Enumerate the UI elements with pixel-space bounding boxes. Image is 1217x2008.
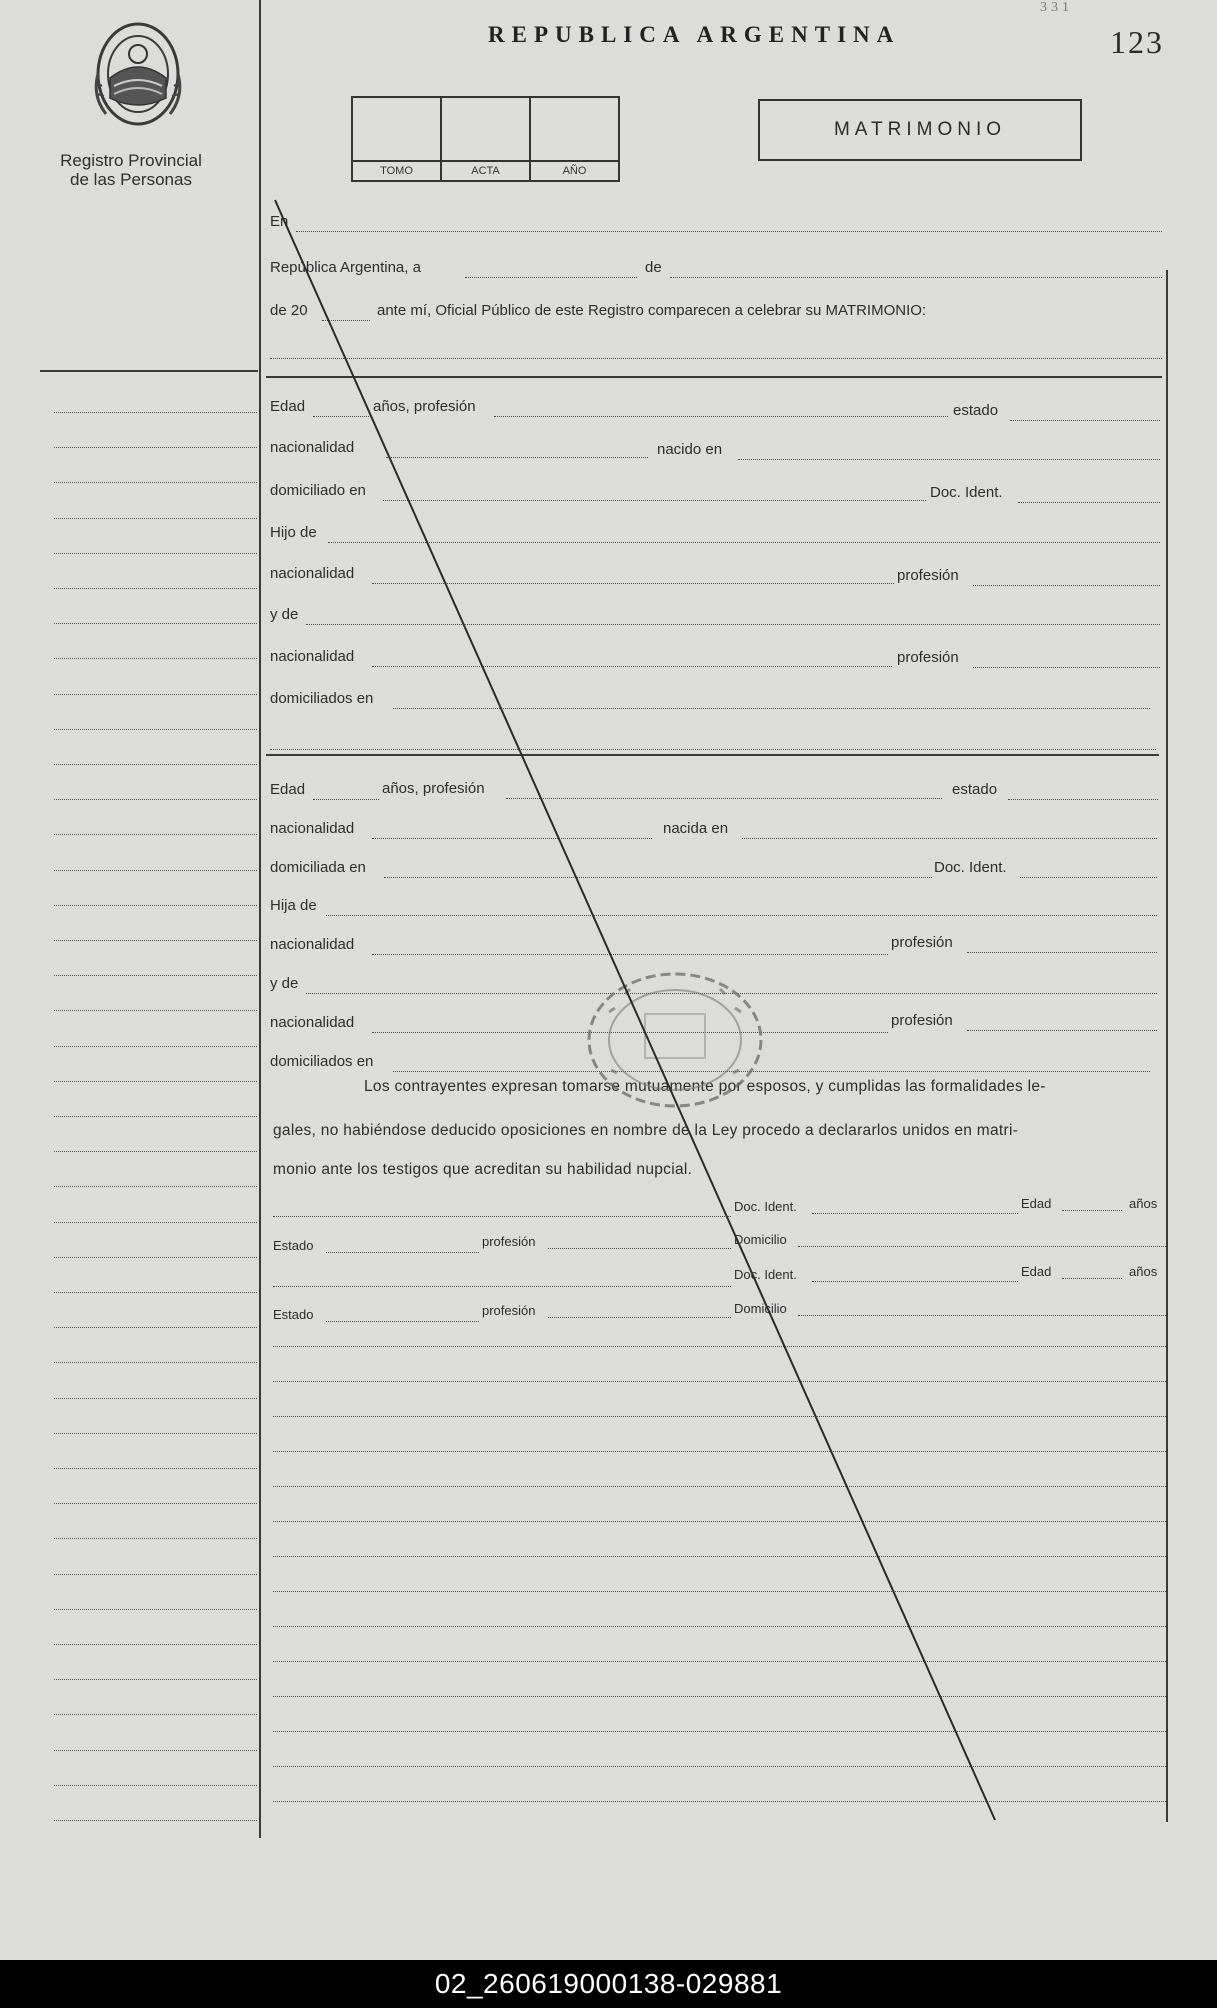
bride-nacida: nacida en bbox=[663, 820, 729, 837]
declaration-line3: monio ante los testigos que acreditan su habilidad nupcial. bbox=[273, 1161, 693, 1178]
bride-estado: estado bbox=[952, 781, 998, 798]
groom-anos-profesion: años, profesión bbox=[373, 398, 476, 415]
acta-label: ACTA bbox=[442, 160, 529, 180]
intro-republica: República Argentina, a bbox=[270, 259, 421, 276]
groom-nac3: nacionalidad bbox=[270, 648, 355, 665]
intro-en: En bbox=[270, 213, 289, 230]
act-type-box: MATRIMONIO bbox=[758, 99, 1082, 161]
ano-label: AÑO bbox=[531, 160, 618, 180]
groom-edad: Edad bbox=[270, 398, 306, 415]
folio-number: 123 bbox=[1110, 24, 1164, 60]
groom-nacido: nacido en bbox=[657, 441, 723, 458]
witness2-profesion: profesión bbox=[482, 1303, 536, 1318]
witness2-domicilio: Domicilio bbox=[734, 1301, 787, 1316]
folio-mark: 331 bbox=[1040, 0, 1073, 15]
registry-line2: de las Personas bbox=[70, 170, 192, 189]
bride-doc: Doc. Ident. bbox=[934, 859, 1007, 876]
witness2-doc: Doc. Ident. bbox=[734, 1267, 797, 1282]
groom-domiciliado: domiciliado en bbox=[270, 482, 366, 499]
bride-prof2: profesión bbox=[891, 934, 953, 951]
groom-prof3: profesión bbox=[897, 649, 959, 666]
witness1-anos: años bbox=[1129, 1196, 1158, 1211]
witness1-profesion: profesión bbox=[482, 1234, 536, 1249]
groom-doc: Doc. Ident. bbox=[930, 484, 1003, 501]
groom-nacionalidad: nacionalidad bbox=[270, 439, 355, 456]
registry-line1: Registro Provincial bbox=[60, 151, 202, 170]
groom-prof2: profesión bbox=[897, 567, 959, 584]
tomo-label: TOMO bbox=[353, 160, 440, 180]
groom-hijo: Hijo de bbox=[270, 524, 317, 541]
bride-yde: y de bbox=[270, 975, 299, 992]
witness1-doc: Doc. Ident. bbox=[734, 1199, 797, 1214]
intro-de20: de 20 bbox=[270, 302, 308, 319]
bride-edad: Edad bbox=[270, 781, 306, 798]
scan-footer bbox=[0, 1960, 1217, 2008]
bride-nac3: nacionalidad bbox=[270, 1014, 355, 1031]
witness1-edad: Edad bbox=[1021, 1196, 1052, 1211]
groom-estado: estado bbox=[953, 402, 999, 419]
witness1-domicilio: Domicilio bbox=[734, 1232, 787, 1247]
bride-nac2: nacionalidad bbox=[270, 936, 355, 953]
witness2-edad: Edad bbox=[1021, 1264, 1052, 1279]
bride-domiciliados: domiciliados en bbox=[270, 1053, 374, 1070]
bride-domiciliada: domiciliada en bbox=[270, 859, 366, 876]
witness2-anos: años bbox=[1129, 1264, 1158, 1279]
country-title: REPUBLICA ARGENTINA bbox=[488, 22, 901, 47]
bride-nacionalidad: nacionalidad bbox=[270, 820, 355, 837]
witness1-estado: Estado bbox=[273, 1238, 314, 1253]
intro-de: de bbox=[645, 259, 662, 276]
bride-hija: Hija de bbox=[270, 897, 317, 914]
intro-ante: ante mí, Oficial Público de este Registro comparecen a celebrar su MATRIMONIO: bbox=[377, 302, 927, 319]
bride-prof3: profesión bbox=[891, 1012, 953, 1029]
groom-yde: y de bbox=[270, 606, 299, 623]
declaration-line1: Los contrayentes expresan tomarse mutuamente por esposos, y cumplidas las formalidades le- bbox=[364, 1078, 1046, 1095]
declaration-line2: gales, no habiéndose deducido oposiciones en nombre de la Ley procedo a declararlos unidos en matri- bbox=[273, 1122, 1019, 1139]
groom-domiciliados: domiciliados en bbox=[270, 690, 374, 707]
scan-code: 02_260619000138-029881 bbox=[434, 1968, 783, 1999]
bride-anos-profesion: años, profesión bbox=[382, 780, 485, 797]
witness2-estado: Estado bbox=[273, 1307, 314, 1322]
groom-nac2: nacionalidad bbox=[270, 565, 355, 582]
